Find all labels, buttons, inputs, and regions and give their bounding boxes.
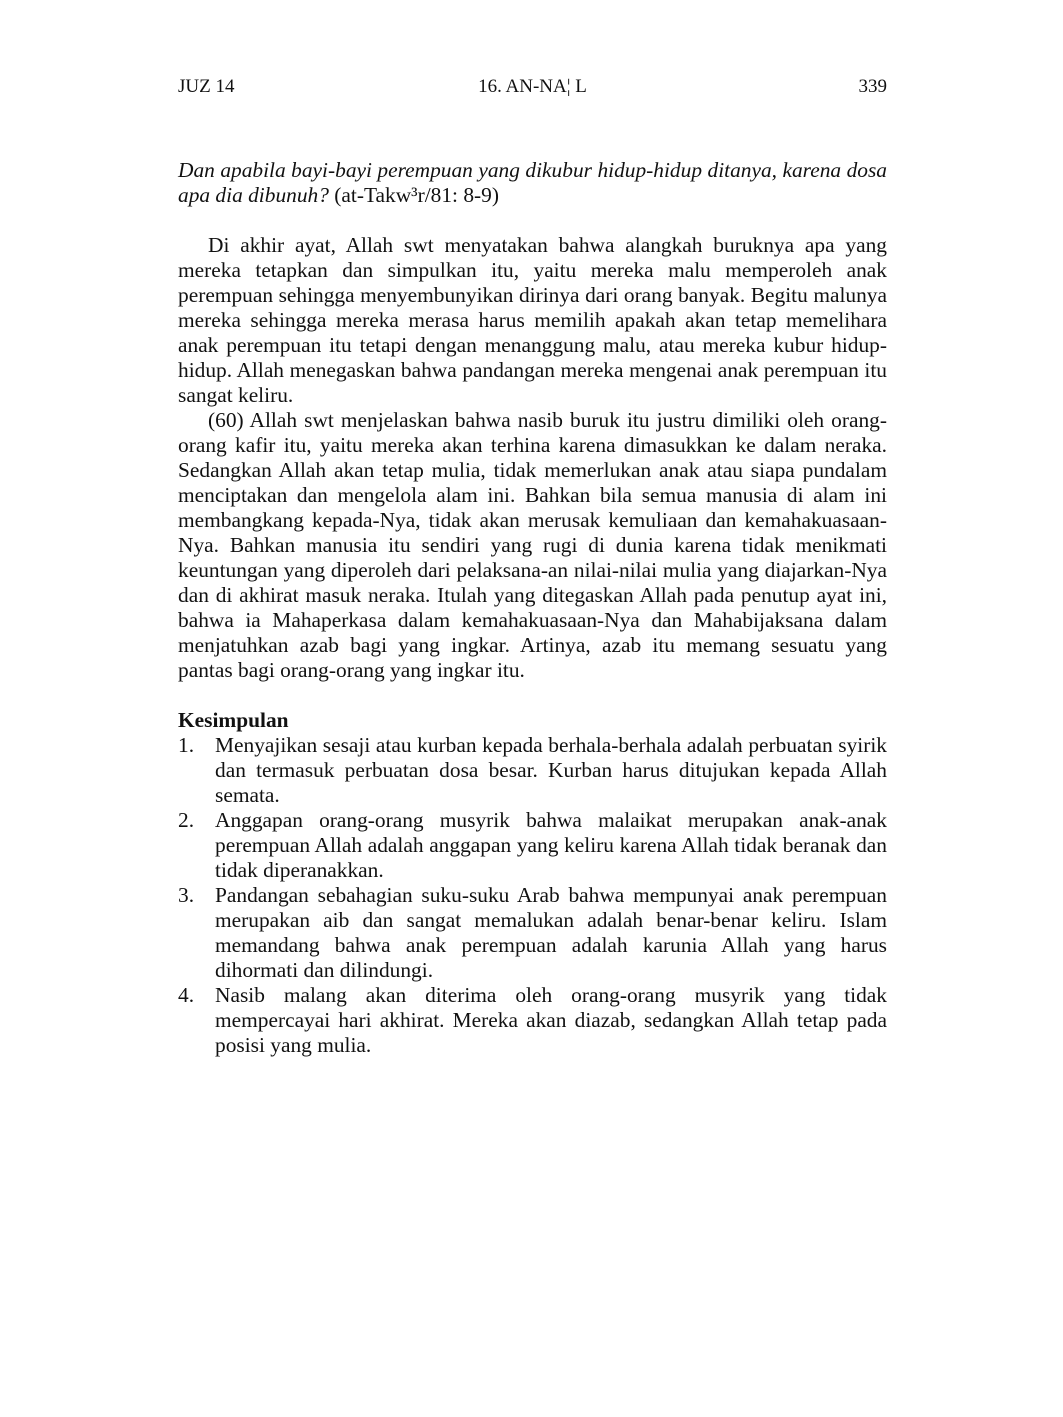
list-number: 2. [178,808,195,832]
list-item [178,733,887,808]
list-item-text: Pandangan sebahagian suku-suku Arab bahwa mempunyai anak perempuan merupakan aib dan sangat memalukan adalah benar-benar keliru. Islam memandang bahwa anak perempuan adalah karunia Allah yang harus dihormati dan dilindungi. [215,883,887,982]
surah-title: 16. AN-NA¦ L [478,76,587,97]
paragraph: Di akhir ayat, Allah swt menyatakan bahwa alangkah buruknya apa yang mereka tetapkan dan simpulkan itu, yaitu mereka malu memperoleh anak perempuan sehingga menyembunyikan dirinya dari orang banyak. Begitu malunya mereka sehingga mereka merasa harus memilih apakah akan tetap memelihara anak perempuan itu tetapi dengan menanggung malu, atau mereka kubur hidup-hidup. Allah menegaskan bahwa pandangan mereka mengenai anak perempuan itu sangat keliru. [178,233,887,407]
paragraph: (60) Allah swt menjelaskan bahwa nasib buruk itu justru dimiliki oleh orang-orang kafir itu, yaitu mereka akan terhina karena dimasukkan ke dalam neraka. Sedangkan Allah akan tetap mulia, tidak memerlukan anak atau siapa pundalam menciptakan dan mengelola alam ini. Bahkan bila semua manusia di alam ini membangkang kepada-Nya, tidak akan merusak kemuliaan dan kemahakuasaan-Nya. Bahkan manusia itu sendiri yang rugi di dunia karena tidak menikmati keuntungan yang diperoleh dari pelaksana-an nilai-nilai mulia yang diajarkan-Nya dan di akhirat masuk neraka. Itulah yang ditegaskan Allah pada penutup ayat ini, bahwa ia Mahaperkasa dalam kemahakuasaan-Nya dan Mahabijaksana dalam menjatuhkan azab bagi yang ingkar. Artinya, azab itu memang sesuatu yang pantas bagi orang-orang yang ingkar itu. [178,408,887,682]
section-heading: Kesimpulan [178,708,289,732]
verse-translation: Dan apabila bayi-bayi perempuan yang dikubur hidup-hidup ditanya, karena dosa apa dia dibunuh? [178,158,887,207]
page-number: 339 [858,76,887,97]
list-item [178,983,887,1058]
list-item [178,883,887,983]
list-item-text: Menyajikan sesaji atau kurban kepada berhala-berhala adalah perbuatan syirik dan termasuk perbuatan dosa besar. Kurban harus ditujukan kepada Allah semata. [215,733,887,807]
running-header [178,76,887,102]
verse-citation: (at-Takw³r/81: 8-9) [328,183,499,207]
juz-label: JUZ 14 [178,76,235,97]
list-item [178,808,887,883]
list-number: 1. [178,733,195,757]
list-number: 4. [178,983,195,1007]
verse-quote [178,158,887,208]
list-item-text: Anggapan orang-orang musyrik bahwa malaikat merupakan anak-anak perempuan Allah adalah anggapan yang keliru karena Allah tidak beranak dan tidak diperanakkan. [215,808,887,882]
list-number: 3. [178,883,195,907]
conclusion-list [178,733,887,1058]
page-body [178,158,887,1058]
list-item-text: Nasib malang akan diterima oleh orang-orang musyrik yang tidak mempercayai hari akhirat. Mereka akan diazab, sedangkan Allah tetap pada posisi yang mulia. [215,983,887,1057]
